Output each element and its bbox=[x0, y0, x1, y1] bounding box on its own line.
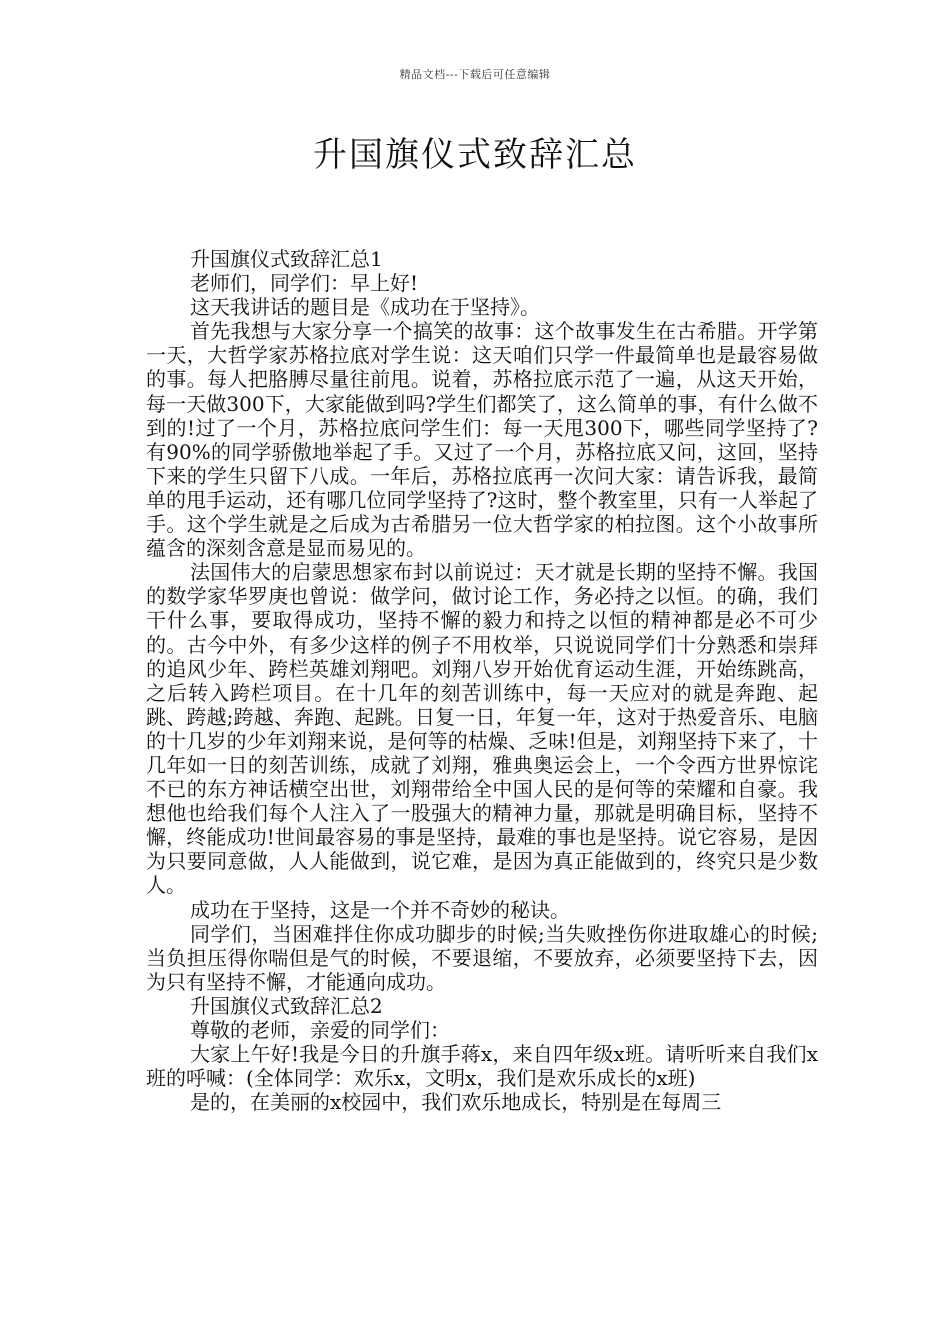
intro-paragraph: 大家上午好!我是今日的升旗手蒋x，来自四年级x班。请听听来自我们x班的呼喊：(全体同学：欢乐x，文明x，我们是欢乐成长的x班) bbox=[146, 1042, 818, 1091]
section-heading: 升国旗仪式致辞汇总1 bbox=[190, 247, 383, 271]
document-body bbox=[146, 247, 818, 1114]
story-paragraph: 首先我想与大家分享一个搞笑的故事：这个故事发生在古希腊。开学第一天，大哲学家苏格拉底对学生说：这天咱们只学一件最简单也是最容易做的事。每人把胳膊尽量往前甩。说着，苏格拉底示范了一遍，从这天开始，每一天做300下，大家能做到吗?学生们都笑了，这么简单的事，有什么做不到的!过了一个月，苏格拉底问学生们：每一天甩300下，哪些同学坚持了?有90%的同学骄傲地举起了手。又过了一个月，苏格拉底又问，这回，坚持下来的学生只留下八成。一年后，苏格拉底再一次问大家：请告诉我，最简单的甩手运动，还有哪几位同学坚持了?这时，整个教室里，只有一人举起了手。这个学生就是之后成为古希腊另一位大哲学家的柏拉图。这个小故事所蕴含的深刻含意是显而易见的。 bbox=[146, 319, 818, 561]
encouragement-paragraph: 同学们，当困难拌住你成功脚步的时候;当失败挫伤你进取雄心的时候;当负担压得你喘但是气的时候，不要退缩，不要放弃，必须要坚持下去，因为只有坚持不懈，才能通向成功。 bbox=[146, 921, 818, 994]
section-heading: 升国旗仪式致辞汇总2 bbox=[190, 993, 383, 1018]
summary-paragraph: 成功在于坚持，这是一个并不奇妙的秘诀。 bbox=[190, 897, 570, 922]
document-title: 升国旗仪式致辞汇总 bbox=[313, 135, 637, 175]
example-paragraph: 法国伟大的启蒙思想家布封以前说过：天才就是长期的坚持不懈。我国的数学家华罗庚也曾说：做学问，做讨论工作，务必持之以恒。的确，我们干什么事，要取得成功，坚持不懈的毅力和持之以恒的精神都是必不可少的。古今中外，有多少这样的例子不用枚举，只说说同学们十分熟悉和崇拜的追风少年、跨栏英雄刘翔吧。刘翔八岁开始优育运动生涯，开始练跳高，之后转入跨栏项目。在十几年的刻苦训练中，每一天应对的就是奔跑、起跳、跨越;跨越、奔跑、起跳。日复一日，年复一年，这对于热爱音乐、电脑的十几岁的少年刘翔来说，是何等的枯燥、乏味!但是，刘翔坚持下来了，十几年如一日的刻苦训练，成就了刘翔，雅典奥运会上，一个令西方世界惊诧不已的东方神话横空出世，刘翔带给全中国人民的是何等的荣耀和自豪。我想他也给我们每个人注入了一股强大的精神力量，那就是明确目标，坚持不懈，终能成功!世间最容易的事是坚持，最难的事也是坚持。说它容易，是因为只要同意做，人人能做到，说它难，是因为真正能做到的，终究只是少数人。 bbox=[146, 560, 818, 898]
continued-paragraph: 是的，在美丽的x校园中，我们欢乐地成长，特别是在每周三 bbox=[190, 1090, 722, 1115]
header-note: 精品文档---下载后可任意编辑 bbox=[399, 68, 551, 81]
greeting-paragraph: 尊敬的老师，亲爱的同学们： bbox=[190, 1018, 450, 1042]
topic-paragraph: 这天我讲话的题目是《成功在于坚持》。 bbox=[190, 295, 540, 320]
greeting-paragraph: 老师们，同学们：早上好! bbox=[190, 271, 419, 296]
